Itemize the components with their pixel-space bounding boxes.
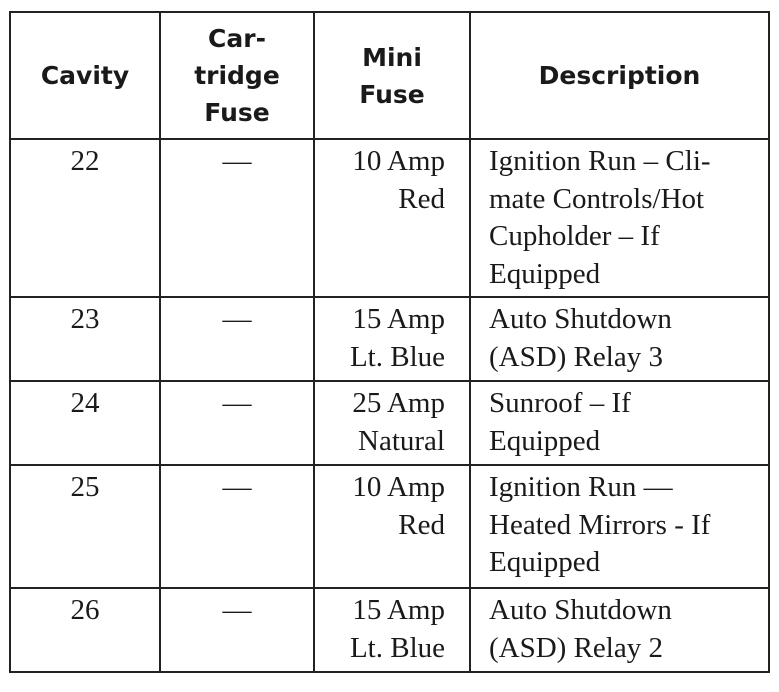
header-cartridge-line: tridge: [194, 61, 280, 90]
header-cartridge-line: Car-: [208, 24, 266, 53]
fuse-table: [9, 11, 770, 673]
cartridge-fuse-cell: —: [160, 465, 314, 588]
header-mini-line: Mini: [362, 42, 422, 72]
header-description: [470, 12, 769, 139]
cavity-cell: 26: [10, 588, 160, 672]
cartridge-fuse-cell: —: [160, 297, 314, 381]
header-mini-fuse: [314, 12, 470, 139]
mini-fuse-cell: [314, 381, 470, 465]
description-line: Auto Shutdown: [489, 594, 672, 626]
description-cell: [470, 588, 769, 672]
description-line: (ASD) Relay 3: [489, 340, 663, 373]
mini-fuse-line: 10 Amp: [352, 145, 445, 177]
cavity-cell: 22: [10, 139, 160, 297]
description-line: Ignition Run – Cli-: [489, 145, 711, 177]
description-line: mate Controls/Hot: [489, 182, 705, 215]
mini-fuse-line: 15 Amp: [352, 594, 445, 626]
description-line: Ignition Run —: [489, 471, 673, 503]
description-line: Equipped: [489, 257, 601, 290]
table-row: [10, 588, 769, 672]
mini-fuse-line: Lt. Blue: [349, 631, 445, 664]
table-header-row: [10, 12, 769, 139]
description-line: Sunroof – If: [489, 387, 631, 419]
mini-fuse-cell: [314, 297, 470, 381]
description-line: Cupholder – If: [489, 220, 660, 252]
header-cartridge-line: Fuse: [204, 98, 270, 127]
description-cell: [470, 381, 769, 465]
mini-fuse-line: Lt. Blue: [349, 340, 445, 373]
header-mini-line: Fuse: [359, 79, 425, 109]
mini-fuse-line: Natural: [358, 424, 445, 457]
header-description-line: Description: [538, 61, 701, 90]
table-row: [10, 465, 769, 588]
table-row: [10, 297, 769, 381]
description-line: Heated Mirrors - If: [489, 508, 711, 541]
description-cell: [470, 297, 769, 381]
header-cavity-line: Cavity: [40, 61, 130, 90]
cartridge-fuse-cell: —: [160, 139, 314, 297]
mini-fuse-line: 25 Amp: [352, 387, 445, 419]
cavity-cell: 25: [10, 465, 160, 588]
mini-fuse-cell: [314, 588, 470, 672]
mini-fuse-line: Red: [398, 508, 445, 541]
mini-fuse-line: Red: [398, 182, 445, 215]
table-row: [10, 139, 769, 297]
cartridge-fuse-cell: —: [160, 381, 314, 465]
header-cartridge-fuse: [160, 12, 314, 139]
mini-fuse-cell: [314, 465, 470, 588]
header-cavity: [10, 12, 160, 139]
cavity-cell: 23: [10, 297, 160, 381]
cartridge-fuse-cell: —: [160, 588, 314, 672]
mini-fuse-line: 10 Amp: [352, 471, 445, 503]
cavity-cell: 24: [10, 381, 160, 465]
description-line: Equipped: [489, 424, 601, 457]
description-cell: [470, 139, 769, 297]
description-line: (ASD) Relay 2: [489, 631, 663, 664]
description-cell: [470, 465, 769, 588]
description-line: Auto Shutdown: [489, 303, 672, 335]
table-row: [10, 381, 769, 465]
mini-fuse-cell: [314, 139, 470, 297]
description-line: Equipped: [489, 546, 601, 578]
mini-fuse-line: 15 Amp: [352, 303, 445, 335]
